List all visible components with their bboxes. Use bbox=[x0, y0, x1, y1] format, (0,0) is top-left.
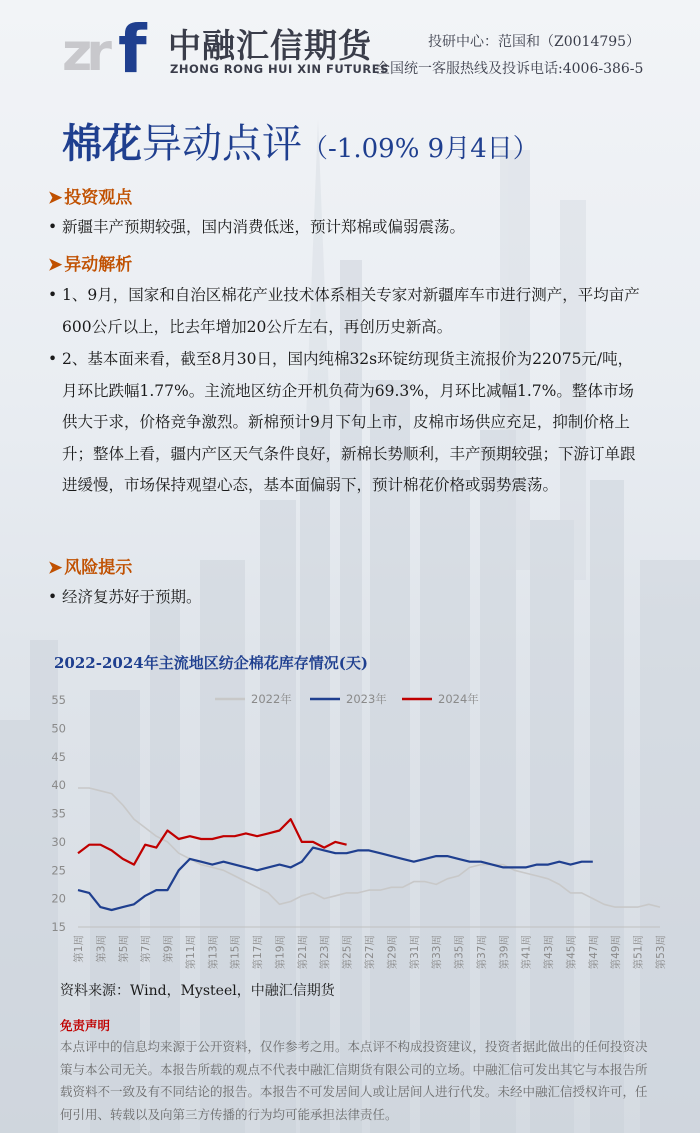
logo-letters-zr: zr bbox=[62, 23, 106, 76]
x-tick-label: 第5周 bbox=[117, 935, 130, 963]
logo-mark-icon bbox=[60, 14, 160, 76]
arrow-icon: ➤ bbox=[48, 255, 63, 275]
x-tick-label: 第19周 bbox=[274, 935, 287, 970]
y-tick-label: 15 bbox=[51, 920, 66, 934]
list-item bbox=[48, 344, 648, 502]
title-date: 9月4日） bbox=[419, 134, 539, 164]
bullet-text: 1、9月，国家和自治区棉花产业技术体系相关专家对新疆库车市进行测产，平均亩产600公斤以上，比去年增加20公斤左右，再创历史新高。 bbox=[62, 286, 640, 336]
source-note: 资料来源：Wind，Mysteel，中融汇信期货 bbox=[60, 983, 335, 999]
section-heading-label: 投资观点 bbox=[64, 188, 133, 208]
x-tick-label: 第11周 bbox=[184, 935, 197, 970]
disclaimer-title: 免责声明 bbox=[60, 1018, 111, 1033]
x-tick-label: 第51周 bbox=[632, 935, 645, 970]
analyst-line: 投研中心：范国和（Z0014795） bbox=[428, 34, 641, 50]
bullet-dot-icon: • bbox=[48, 218, 58, 236]
bullet-text: 2、基本面来看，截至8月30日，国内纯棉32s环锭纺现货主流报价为22075元/吨，月环比跌幅1.77%。主流地区纺企开机负荷为69.3%，月环比减幅1.7%。整体市场供大于求，价格竞争激烈。新棉预计9月下旬上市，皮棉市场供应充足，抑制价格上升；整体上看，疆内产区天气条件良好，新棉长势顺利，丰产预期较强；下游订单跟进缓慢，市场保持观望心态，基本面偏弱下，预计棉花价格或弱势震荡。 bbox=[62, 350, 636, 494]
logo-letter-f: f bbox=[118, 14, 147, 76]
x-tick-label: 第21周 bbox=[296, 935, 309, 970]
x-tick-label: 第31周 bbox=[408, 935, 421, 970]
x-tick-label: 第9周 bbox=[162, 935, 175, 963]
bullet-dot-icon: • bbox=[48, 350, 58, 368]
legend-label: 2022年 bbox=[251, 692, 292, 706]
x-tick-label: 第41周 bbox=[520, 935, 533, 970]
y-tick-label: 20 bbox=[51, 891, 66, 906]
x-tick-label: 第33周 bbox=[431, 935, 444, 970]
bullet-dot-icon: • bbox=[48, 286, 58, 304]
x-tick-label: 第13周 bbox=[207, 935, 220, 970]
x-tick-label: 第25周 bbox=[341, 935, 354, 970]
hotline-line: 全国统一客服热线及投诉电话:4006-386-5 bbox=[376, 61, 644, 77]
section-heading-analysis bbox=[48, 250, 132, 275]
y-tick-label: 45 bbox=[51, 749, 66, 764]
bullet-text: 经济复苏好于预期。 bbox=[62, 588, 202, 606]
x-tick-label: 第47周 bbox=[587, 935, 600, 970]
y-tick-label: 40 bbox=[51, 778, 66, 793]
y-tick-label: 50 bbox=[51, 721, 66, 736]
x-tick-label: 第23周 bbox=[319, 935, 332, 970]
section-heading-risk bbox=[48, 553, 132, 578]
chart-title: 2022-2024年主流地区纺企棉花库存情况(天) bbox=[54, 654, 368, 672]
x-tick-label: 第53周 bbox=[655, 935, 667, 970]
arrow-icon: ➤ bbox=[48, 188, 63, 208]
list-item bbox=[48, 582, 648, 614]
y-tick-label: 30 bbox=[51, 834, 66, 849]
y-tick-label: 25 bbox=[51, 863, 66, 878]
bullet-dot-icon: • bbox=[48, 588, 58, 606]
logo-company-en: ZHONG RONG HUI XIN FUTURES bbox=[170, 62, 389, 76]
page-title bbox=[62, 112, 539, 169]
list-item bbox=[48, 212, 648, 244]
x-tick-label: 第35周 bbox=[453, 935, 466, 970]
x-tick-label: 第39周 bbox=[498, 935, 511, 970]
section-heading-label: 风险提示 bbox=[64, 558, 133, 578]
x-tick-label: 第27周 bbox=[364, 935, 376, 970]
disclaimer-body: 本点评中的信息均来源于公开资料，仅作参考之用。本点评不构成投资建议，投资者据此做出的任何投资决策与本公司无关。本报告所载的观点不代表中融汇信期货有限公司的立场。中融汇信可发出其它与本报告所载资料不一致及有不同结论的报告。本报告不可发居间人或让居间人进行代发。未经中融汇信授权许可，任何引用、转载以及向第三方传播的行为均可能承担法律责任。 bbox=[60, 1039, 648, 1122]
inventory-line-chart bbox=[0, 680, 700, 980]
x-tick-label: 第15周 bbox=[229, 935, 242, 970]
x-tick-label: 第1周 bbox=[73, 935, 85, 963]
list-item bbox=[48, 280, 648, 343]
x-tick-label: 第17周 bbox=[252, 935, 265, 970]
series-line-2023年 bbox=[78, 848, 593, 910]
legend-label: 2023年 bbox=[346, 692, 387, 706]
x-tick-label: 第49周 bbox=[610, 935, 623, 970]
y-tick-label: 35 bbox=[51, 806, 66, 821]
title-suffix: 异动点评 bbox=[142, 121, 302, 167]
x-tick-label: 第3周 bbox=[95, 935, 108, 963]
y-tick-label: 55 bbox=[51, 693, 66, 707]
x-tick-label: 第37周 bbox=[475, 935, 488, 970]
x-tick-label: 第29周 bbox=[386, 935, 399, 970]
bullet-text: 新疆丰产预期较强，国内消费低迷，预计郑棉或偏弱震荡。 bbox=[62, 218, 466, 236]
arrow-icon: ➤ bbox=[48, 558, 63, 578]
section-heading-label: 异动解析 bbox=[64, 255, 133, 275]
x-tick-label: 第7周 bbox=[140, 935, 153, 963]
title-commodity: 棉花 bbox=[62, 120, 142, 167]
legend-label: 2024年 bbox=[438, 692, 479, 706]
section-heading-view bbox=[48, 183, 132, 208]
x-tick-label: 第43周 bbox=[543, 935, 556, 970]
title-change: -1.09% bbox=[328, 134, 420, 164]
logo-company-cn: 中融汇信期货 bbox=[168, 26, 372, 65]
x-tick-label: 第45周 bbox=[565, 935, 578, 970]
title-open-paren: （ bbox=[302, 134, 329, 164]
